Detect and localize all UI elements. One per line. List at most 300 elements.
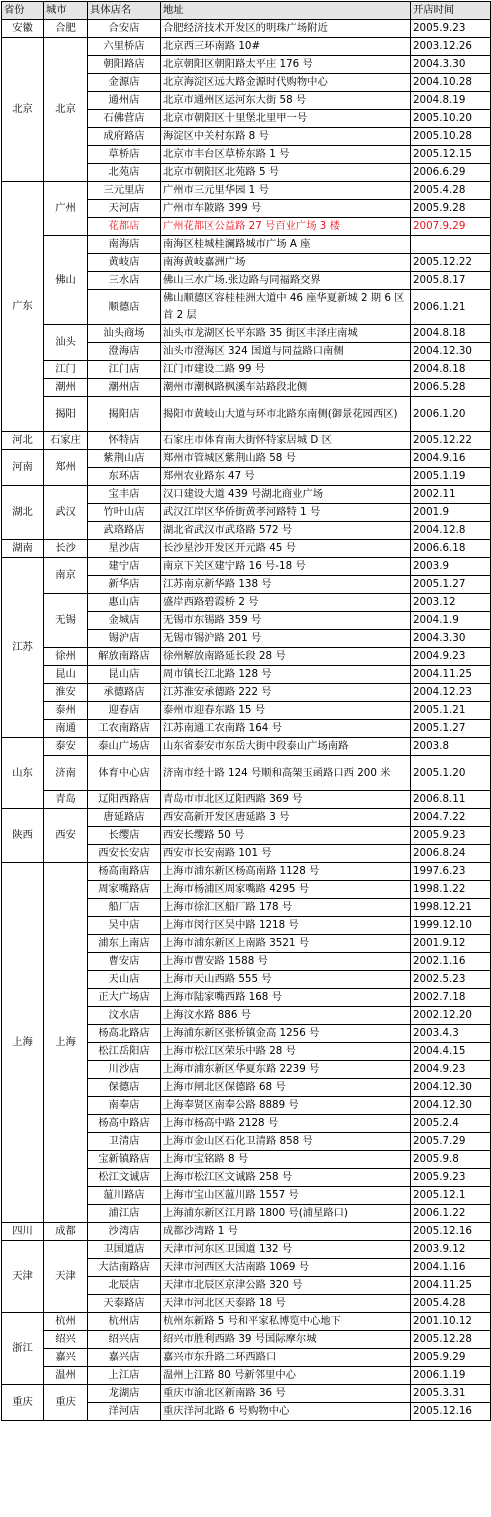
address-cell: 海淀区中关村东路 8 号: [161, 128, 411, 146]
open-date-cell: 2004.8.18: [411, 325, 491, 343]
address-cell: 上海市曹安路 1588 号: [161, 953, 411, 971]
table-row: [2, 1331, 491, 1349]
open-date-cell: 2002.7.18: [411, 989, 491, 1007]
store-name-cell: 工农南路店: [88, 720, 161, 738]
open-date-cell: 2005.7.29: [411, 1133, 491, 1151]
address-cell: 湖北省武汉市武珞路 572 号: [161, 522, 411, 540]
store-name-cell: 通州店: [88, 92, 161, 110]
address-cell: 北京西三环南路 10#: [161, 38, 411, 56]
address-cell: 南海区桂城桂澜路城市广场 A 座: [161, 236, 411, 254]
address-cell: 广州市车陂路 399 号: [161, 200, 411, 218]
city-cell: 江门: [44, 361, 88, 379]
store-name-cell: 唐延路店: [88, 809, 161, 827]
store-name-cell: 大沽南路店: [88, 1259, 161, 1277]
open-date-cell: 2005.2.4: [411, 1115, 491, 1133]
open-date-cell: 2002.11: [411, 486, 491, 504]
open-date-cell: 1999.12.10: [411, 917, 491, 935]
open-date-cell: 2004.10.28: [411, 74, 491, 92]
city-cell: 郑州: [44, 450, 88, 486]
table-row: [2, 450, 491, 468]
store-name-cell: 天泰路店: [88, 1295, 161, 1313]
open-date-cell: 2005.1.27: [411, 576, 491, 594]
city-cell: 温州: [44, 1367, 88, 1385]
table-row: [2, 863, 491, 881]
open-date-cell: 2004.12.30: [411, 343, 491, 361]
store-name-cell: 怀特店: [88, 432, 161, 450]
table-row: [2, 20, 491, 38]
store-name-cell: 昆山店: [88, 666, 161, 684]
store-name-cell: 星沙店: [88, 540, 161, 558]
city-cell: 无锡: [44, 594, 88, 648]
address-cell: 南海黄岐嘉洲广场: [161, 254, 411, 272]
province-cell: 北京: [2, 38, 44, 182]
store-name-cell: 南海店: [88, 236, 161, 254]
open-date-cell: 2005.9.23: [411, 827, 491, 845]
table-row: [2, 1367, 491, 1385]
header-store: 具体店名: [88, 2, 161, 20]
province-cell: 广东: [2, 182, 44, 432]
open-date-cell: 2005.9.8: [411, 1151, 491, 1169]
open-date-cell: 2006.8.24: [411, 845, 491, 863]
table-row: [2, 809, 491, 827]
open-date-cell: 2005.1.19: [411, 468, 491, 486]
city-cell: 佛山: [44, 236, 88, 325]
address-cell: 佛山顺德区容桂桂洲大道中 46 座华夏新城 2 期 6 区首 2 层: [161, 290, 411, 325]
open-date-cell: [411, 236, 491, 254]
open-date-cell: 2004.12.23: [411, 684, 491, 702]
header-open-date: 开店时间: [411, 2, 491, 20]
address-cell: 泰州市迎春东路 15 号: [161, 702, 411, 720]
address-cell: 无锡市锡沪路 201 号: [161, 630, 411, 648]
table-row: [2, 1349, 491, 1367]
store-name-cell: 石佛营店: [88, 110, 161, 128]
open-date-cell: 2005.4.28: [411, 1295, 491, 1313]
open-date-cell: 2001.9: [411, 504, 491, 522]
address-cell: 北京市朝阳区北苑路 5 号: [161, 164, 411, 182]
address-cell: 江苏淮安承德路 222 号: [161, 684, 411, 702]
open-date-cell: 2005.1.20: [411, 756, 491, 791]
open-date-cell: 2003.8: [411, 738, 491, 756]
store-name-cell: 杭州店: [88, 1313, 161, 1331]
address-cell: 广州市三元里华园 1 号: [161, 182, 411, 200]
open-date-cell: 2004.3.30: [411, 56, 491, 74]
province-cell: 上海: [2, 863, 44, 1223]
address-cell: 青岛市市北区辽阳西路 369 号: [161, 791, 411, 809]
store-name-cell: 潮州店: [88, 379, 161, 397]
open-date-cell: 2004.1.16: [411, 1259, 491, 1277]
store-name-cell: 长缨店: [88, 827, 161, 845]
open-date-cell: 2005.12.16: [411, 1223, 491, 1241]
store-name-cell: 朝阳路店: [88, 56, 161, 74]
address-cell: 上海市金山区石化卫清路 858 号: [161, 1133, 411, 1151]
store-name-cell: 北苑店: [88, 164, 161, 182]
open-date-cell: 2003.9.12: [411, 1241, 491, 1259]
store-name-cell: 汶水店: [88, 1007, 161, 1025]
table-row: [2, 361, 491, 379]
open-date-cell: 2005.12.1: [411, 1187, 491, 1205]
table-row: [2, 236, 491, 254]
table-row: [2, 1313, 491, 1331]
address-cell: 上海市松江区荣乐中路 28 号: [161, 1043, 411, 1061]
open-date-cell: 2004.12.30: [411, 1079, 491, 1097]
open-date-cell: 2006.1.22: [411, 1205, 491, 1223]
province-cell: 河北: [2, 432, 44, 450]
open-date-cell: 2005.8.17: [411, 272, 491, 290]
address-cell: 上海市徐汇区船厂路 178 号: [161, 899, 411, 917]
table-row: [2, 558, 491, 576]
store-name-cell: 花都店: [88, 218, 161, 236]
store-name-cell: 东环店: [88, 468, 161, 486]
table-row: [2, 540, 491, 558]
table-row: [2, 38, 491, 56]
open-date-cell: 2004.4.15: [411, 1043, 491, 1061]
address-cell: 汕头市龙湖区长平东路 35 街区丰泽庄南城: [161, 325, 411, 343]
province-cell: 江苏: [2, 558, 44, 738]
address-cell: 无锡市东锡路 359 号: [161, 612, 411, 630]
open-date-cell: 2005.9.29: [411, 1349, 491, 1367]
address-cell: 长沙星沙开发区开元路 45 号: [161, 540, 411, 558]
table-row: [2, 432, 491, 450]
address-cell: 上海市浦东新区上南路 3521 号: [161, 935, 411, 953]
open-date-cell: 2005.1.27: [411, 720, 491, 738]
address-cell: 北京市朝阳区十里堡北里甲一号: [161, 110, 411, 128]
store-name-cell: 三水店: [88, 272, 161, 290]
province-cell: 湖南: [2, 540, 44, 558]
table-row: [2, 756, 491, 791]
address-cell: 西安市长安南路 101 号: [161, 845, 411, 863]
address-cell: 上海市松江区文诚路 258 号: [161, 1169, 411, 1187]
store-name-cell: 龙湖店: [88, 1385, 161, 1403]
store-name-cell: 解放南路店: [88, 648, 161, 666]
table-row: [2, 1385, 491, 1403]
store-name-cell: 泰山广场店: [88, 738, 161, 756]
open-date-cell: 2005.10.28: [411, 128, 491, 146]
address-cell: 杭州东新路 5 号和平家私博览中心地下: [161, 1313, 411, 1331]
store-name-cell: 揭阳店: [88, 397, 161, 432]
address-cell: 上海市陆家嘴西路 168 号: [161, 989, 411, 1007]
open-date-cell: 2004.8.19: [411, 92, 491, 110]
city-cell: 济南: [44, 756, 88, 791]
province-cell: 四川: [2, 1223, 44, 1241]
store-name-cell: 金源店: [88, 74, 161, 92]
address-cell: 山东省泰安市东岳大街中段泰山广场南路: [161, 738, 411, 756]
address-cell: 天津市河北区天泰路 18 号: [161, 1295, 411, 1313]
store-name-cell: 北辰店: [88, 1277, 161, 1295]
header-province: 省份: [2, 2, 44, 20]
city-cell: 揭阳: [44, 397, 88, 432]
store-name-cell: 蕰川路店: [88, 1187, 161, 1205]
store-name-cell: 六里桥店: [88, 38, 161, 56]
open-date-cell: 2005.9.23: [411, 20, 491, 38]
store-name-cell: 浦东上南店: [88, 935, 161, 953]
open-date-cell: 2006.1.20: [411, 397, 491, 432]
store-name-cell: 体育中心店: [88, 756, 161, 791]
address-cell: 天津市北辰区京津公路 320 号: [161, 1277, 411, 1295]
store-name-cell: 紫荆山店: [88, 450, 161, 468]
store-name-cell: 沙湾店: [88, 1223, 161, 1241]
open-date-cell: 2007.9.29: [411, 218, 491, 236]
open-date-cell: 2006.6.18: [411, 540, 491, 558]
address-cell: 上海市宝山区蕰川路 1557 号: [161, 1187, 411, 1205]
store-name-cell: 顺德店: [88, 290, 161, 325]
province-cell: 陕西: [2, 809, 44, 863]
store-name-cell: 松江岳阳店: [88, 1043, 161, 1061]
city-cell: 西安: [44, 809, 88, 863]
table-row: [2, 397, 491, 432]
address-cell: 江门市建设二路 99 号: [161, 361, 411, 379]
address-cell: 南京下关区建宁路 16 号-18 号: [161, 558, 411, 576]
address-cell: 江苏南通工农南路 164 号: [161, 720, 411, 738]
open-date-cell: 2004.9.23: [411, 648, 491, 666]
city-cell: 徐州: [44, 648, 88, 666]
address-cell: 徐州解放南路延长段 28 号: [161, 648, 411, 666]
address-cell: 上海奉贤区南奉公路 8889 号: [161, 1097, 411, 1115]
city-cell: 南京: [44, 558, 88, 594]
store-name-cell: 惠山店: [88, 594, 161, 612]
address-cell: 盛岸西路碧霞桥 2 号: [161, 594, 411, 612]
city-cell: 上海: [44, 863, 88, 1223]
address-cell: 天津市河西区大沽南路 1069 号: [161, 1259, 411, 1277]
store-name-cell: 合安店: [88, 20, 161, 38]
table-row: [2, 648, 491, 666]
table-row: [2, 325, 491, 343]
city-cell: 昆山: [44, 666, 88, 684]
city-cell: 北京: [44, 38, 88, 182]
address-cell: 上海市浦东新区杨高南路 1128 号: [161, 863, 411, 881]
open-date-cell: 2003.12.26: [411, 38, 491, 56]
table-row: [2, 182, 491, 200]
address-cell: 温州上江路 80 号新邻里中心: [161, 1367, 411, 1385]
open-date-cell: 2004.8.18: [411, 361, 491, 379]
open-date-cell: 1998.1.22: [411, 881, 491, 899]
store-name-cell: 正大广场店: [88, 989, 161, 1007]
address-cell: 北京市通州区运河东大街 58 号: [161, 92, 411, 110]
store-name-cell: 杨高北路店: [88, 1025, 161, 1043]
store-name-cell: 迎春店: [88, 702, 161, 720]
address-cell: 佛山三水广场.张边路与同福路交界: [161, 272, 411, 290]
store-name-cell: 天河店: [88, 200, 161, 218]
open-date-cell: 2004.12.30: [411, 1097, 491, 1115]
open-date-cell: 2005.9.28: [411, 200, 491, 218]
address-cell: 上海市天山西路 555 号: [161, 971, 411, 989]
province-cell: 河南: [2, 450, 44, 486]
address-cell: 汕头市澄海区 324 国道与同益路口南侧: [161, 343, 411, 361]
open-date-cell: 2001.10.12: [411, 1313, 491, 1331]
address-cell: 上海市闸北区保德路 68 号: [161, 1079, 411, 1097]
open-date-cell: 2005.3.31: [411, 1385, 491, 1403]
address-cell: 揭阳市黄岐山大道与环市北路东南侧(御景花园西区): [161, 397, 411, 432]
address-cell: 汉口建设大道 439 号湖北商业广场: [161, 486, 411, 504]
address-cell: 上海汶水路 886 号: [161, 1007, 411, 1025]
store-name-cell: 保德店: [88, 1079, 161, 1097]
table-header-row: [2, 2, 491, 20]
store-name-cell: 卫清店: [88, 1133, 161, 1151]
header-city: 城市: [44, 2, 88, 20]
store-name-cell: 黄岐店: [88, 254, 161, 272]
address-cell: 北京海淀区远大路金源时代购物中心: [161, 74, 411, 92]
table-row: [2, 486, 491, 504]
store-name-cell: 上江店: [88, 1367, 161, 1385]
store-name-cell: 武珞路店: [88, 522, 161, 540]
open-date-cell: 2005.12.28: [411, 1331, 491, 1349]
store-name-cell: 澄海店: [88, 343, 161, 361]
store-table: [1, 1, 491, 1421]
city-cell: 绍兴: [44, 1331, 88, 1349]
store-name-cell: 杨高南路店: [88, 863, 161, 881]
store-name-cell: 卫国道店: [88, 1241, 161, 1259]
open-date-cell: 2005.12.15: [411, 146, 491, 164]
province-cell: 安徽: [2, 20, 44, 38]
open-date-cell: 2006.8.11: [411, 791, 491, 809]
city-cell: 南通: [44, 720, 88, 738]
address-cell: 成都沙湾路 1 号: [161, 1223, 411, 1241]
city-cell: 泰州: [44, 702, 88, 720]
store-name-cell: 金城店: [88, 612, 161, 630]
store-name-cell: 松江文诚店: [88, 1169, 161, 1187]
address-cell: 广州花都区公益路 27 号百业广场 3 楼: [161, 218, 411, 236]
open-date-cell: 2006.1.21: [411, 290, 491, 325]
address-cell: 绍兴市胜利西路 39 号国际摩尔城: [161, 1331, 411, 1349]
store-name-cell: 南奉店: [88, 1097, 161, 1115]
address-cell: 嘉兴市东升路二环西路口: [161, 1349, 411, 1367]
store-name-cell: 汕头商场: [88, 325, 161, 343]
store-name-cell: 洋河店: [88, 1403, 161, 1421]
table-row: [2, 1241, 491, 1259]
table-row: [2, 702, 491, 720]
province-cell: 天津: [2, 1241, 44, 1313]
table-row: [2, 1223, 491, 1241]
city-cell: 嘉兴: [44, 1349, 88, 1367]
header-address: 地址: [161, 2, 411, 20]
open-date-cell: 2006.1.19: [411, 1367, 491, 1385]
address-cell: 上海市宝铭路 8 号: [161, 1151, 411, 1169]
city-cell: 天津: [44, 1241, 88, 1313]
table-row: [2, 666, 491, 684]
address-cell: 天津市河东区卫国道 132 号: [161, 1241, 411, 1259]
city-cell: 泰安: [44, 738, 88, 756]
open-date-cell: 2006.6.29: [411, 164, 491, 182]
address-cell: 上海浦东新区江月路 1800 号(浦星路口): [161, 1205, 411, 1223]
address-cell: 石家庄市体育南大街怀特家居城 D 区: [161, 432, 411, 450]
open-date-cell: 2004.7.22: [411, 809, 491, 827]
open-date-cell: 2005.10.20: [411, 110, 491, 128]
store-name-cell: 杨高中路店: [88, 1115, 161, 1133]
open-date-cell: 2004.3.30: [411, 630, 491, 648]
store-name-cell: 浦江店: [88, 1205, 161, 1223]
open-date-cell: 2004.11.25: [411, 666, 491, 684]
city-cell: 石家庄: [44, 432, 88, 450]
store-name-cell: 宝丰店: [88, 486, 161, 504]
city-cell: 杭州: [44, 1313, 88, 1331]
store-name-cell: 天山店: [88, 971, 161, 989]
store-name-cell: 宝新镇路店: [88, 1151, 161, 1169]
open-date-cell: 2004.9.23: [411, 1061, 491, 1079]
store-name-cell: 三元里店: [88, 182, 161, 200]
address-cell: 上海市浦东新区华夏东路 2239 号: [161, 1061, 411, 1079]
province-cell: 湖北: [2, 486, 44, 540]
address-cell: 江苏南京新华路 138 号: [161, 576, 411, 594]
open-date-cell: 2002.12.20: [411, 1007, 491, 1025]
address-cell: 北京市丰台区草桥东路 1 号: [161, 146, 411, 164]
store-name-cell: 吴中店: [88, 917, 161, 935]
store-name-cell: 嘉兴店: [88, 1349, 161, 1367]
province-cell: 重庆: [2, 1385, 44, 1421]
address-cell: 上海市杨高中路 2128 号: [161, 1115, 411, 1133]
address-cell: 武汉江岸区华侨街黄孝河路特 1 号: [161, 504, 411, 522]
province-cell: 山东: [2, 738, 44, 809]
open-date-cell: 2005.1.21: [411, 702, 491, 720]
city-cell: 成都: [44, 1223, 88, 1241]
store-name-cell: 江门店: [88, 361, 161, 379]
address-cell: 郑州市管城区紫荆山路 58 号: [161, 450, 411, 468]
open-date-cell: 2004.9.16: [411, 450, 491, 468]
city-cell: 淮安: [44, 684, 88, 702]
city-cell: 潮州: [44, 379, 88, 397]
open-date-cell: 2003.4.3: [411, 1025, 491, 1043]
open-date-cell: 2005.12.22: [411, 254, 491, 272]
open-date-cell: 2003.12: [411, 594, 491, 612]
address-cell: 西安高新开发区唐延路 3 号: [161, 809, 411, 827]
address-cell: 潮州市潮枫路枫溪车站路段北侧: [161, 379, 411, 397]
open-date-cell: 2003.9: [411, 558, 491, 576]
address-cell: 北京朝阳区朝阳路太平庄 176 号: [161, 56, 411, 74]
store-name-cell: 竹叶山店: [88, 504, 161, 522]
address-cell: 上海市闵行区吴中路 1218 号: [161, 917, 411, 935]
address-cell: 重庆市渝北区新南路 36 号: [161, 1385, 411, 1403]
city-cell: 重庆: [44, 1385, 88, 1421]
address-cell: 重庆洋河北路 6 号购物中心: [161, 1403, 411, 1421]
store-name-cell: 辽阳西路店: [88, 791, 161, 809]
store-name-cell: 新华店: [88, 576, 161, 594]
store-name-cell: 周家嘴路店: [88, 881, 161, 899]
open-date-cell: 1997.6.23: [411, 863, 491, 881]
open-date-cell: 2005.9.23: [411, 1169, 491, 1187]
open-date-cell: 2004.1.9: [411, 612, 491, 630]
table-body: [2, 20, 491, 1421]
store-name-cell: 草桥店: [88, 146, 161, 164]
open-date-cell: 2004.11.25: [411, 1277, 491, 1295]
store-name-cell: 绍兴店: [88, 1331, 161, 1349]
address-cell: 济南市经十路 124 号顺和高架玉函路口西 200 米: [161, 756, 411, 791]
store-name-cell: 锡沪店: [88, 630, 161, 648]
table-row: [2, 738, 491, 756]
store-name-cell: 船厂店: [88, 899, 161, 917]
store-name-cell: 川沙店: [88, 1061, 161, 1079]
open-date-cell: 2005.4.28: [411, 182, 491, 200]
store-name-cell: 曹安店: [88, 953, 161, 971]
open-date-cell: 2005.12.16: [411, 1403, 491, 1421]
table-row: [2, 684, 491, 702]
store-name-cell: 承德路店: [88, 684, 161, 702]
open-date-cell: 2004.12.8: [411, 522, 491, 540]
open-date-cell: 2001.9.12: [411, 935, 491, 953]
address-cell: 上海浦东新区张桥镇金高 1256 号: [161, 1025, 411, 1043]
address-cell: 上海市杨浦区周家嘴路 4295 号: [161, 881, 411, 899]
city-cell: 武汉: [44, 486, 88, 540]
store-name-cell: 建宁店: [88, 558, 161, 576]
open-date-cell: 2002.5.23: [411, 971, 491, 989]
address-cell: 西安长缨路 50 号: [161, 827, 411, 845]
open-date-cell: 1998.12.21: [411, 899, 491, 917]
table-row: [2, 791, 491, 809]
open-date-cell: 2006.5.28: [411, 379, 491, 397]
table-row: [2, 594, 491, 612]
address-cell: 合肥经济技术开发区的明珠广场附近: [161, 20, 411, 38]
table-row: [2, 379, 491, 397]
store-name-cell: 成府路店: [88, 128, 161, 146]
city-cell: 汕头: [44, 325, 88, 361]
city-cell: 青岛: [44, 791, 88, 809]
